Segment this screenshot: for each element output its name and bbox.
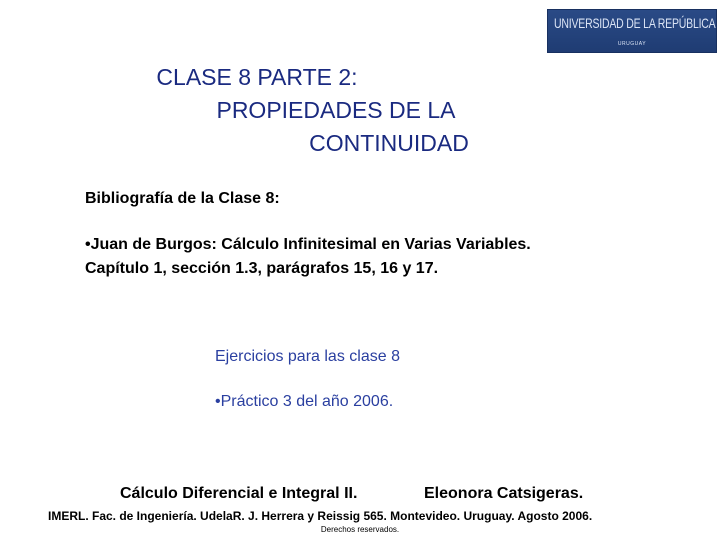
bibliography-item	[85, 233, 531, 281]
logo-sub-text: URUGUAY	[617, 41, 647, 47]
logo-main-text: UNIVERSIDAD DE LA REPÚBLICA	[554, 16, 716, 33]
footer-rights: Derechos reservados.	[320, 525, 400, 534]
footer-institution: IMERL. Fac. de Ingeniería. UdelaR. J. Herrera y Reissig 565. Montevideo. Uruguay. Agosto 2006.	[48, 509, 593, 523]
title-line-1: CLASE 8 PARTE 2:	[156, 64, 358, 90]
bibliography-item-line-1: •Juan de Burgos: Cálculo Infinitesimal en Varias Variables.	[85, 236, 531, 253]
exercises-item: •Práctico 3 del año 2006.	[215, 393, 394, 410]
exercises-heading: Ejercicios para las clase 8	[215, 348, 400, 365]
title-line-2: PROPIEDADES DE LA	[216, 97, 456, 123]
footer-author: Eleonora Catsigeras.	[424, 485, 584, 502]
footer-course: Cálculo Diferencial e Integral II.	[120, 485, 358, 502]
bibliography-heading: Bibliografía de la Clase 8:	[85, 190, 280, 207]
title-line-3: CONTINUIDAD	[309, 130, 469, 156]
university-logo	[547, 9, 717, 53]
bibliography-item-line-2: Capítulo 1, sección 1.3, parágrafos 15, 16 y 17.	[85, 260, 439, 277]
